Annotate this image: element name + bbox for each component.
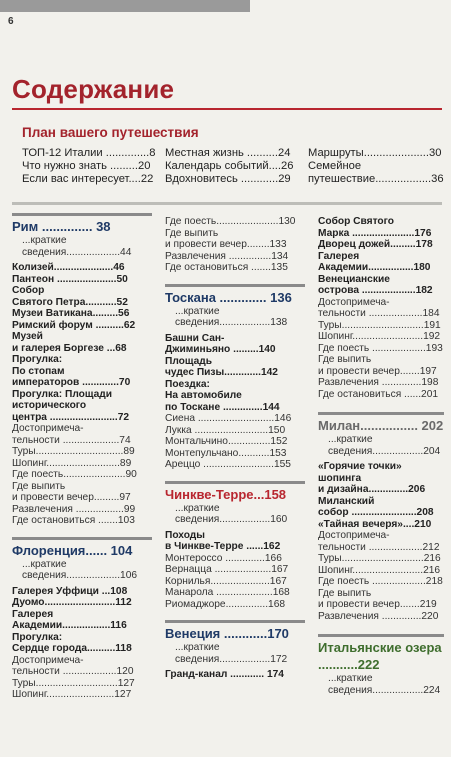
toc-highlight-entry[interactable]: Святого Петра...........52 [12, 296, 128, 308]
plan-entry[interactable]: путешествие..................36 [308, 173, 444, 185]
toc-column-3 [318, 213, 444, 706]
toc-highlight-entry[interactable]: Римский форум ..........62 [12, 319, 136, 331]
section-tuscany [165, 284, 305, 471]
toc-entry[interactable]: Шопинг........................127 [12, 689, 132, 700]
toc-highlight-entry[interactable]: Башни Сан- [165, 332, 225, 344]
section-rome-continued [165, 216, 305, 274]
toc-highlight-entry[interactable]: острова ...................182 [318, 285, 433, 296]
plan-column-3 [308, 147, 444, 186]
toc-entry[interactable]: Где остановиться .......135 [165, 262, 288, 273]
section-heading-cinque-terre[interactable]: Чинкве-Терре...158 [165, 481, 305, 503]
toc-entry[interactable]: Манарола ....................168 [165, 587, 290, 598]
toc-entry[interactable]: Где поесть......................90 [12, 469, 137, 480]
toc-entry[interactable]: сведения...................106 [22, 570, 138, 581]
toc-entry[interactable]: Ареццо .........................155 [165, 459, 291, 470]
plan-section-title: План вашего путешествия [22, 125, 199, 140]
toc-entry[interactable]: тельности ...................120 [12, 666, 134, 677]
section-florence [12, 537, 152, 701]
plan-entry[interactable]: Вдохновитесь ............29 [165, 173, 291, 185]
toc-entry[interactable]: Развлечения .................99 [12, 503, 136, 515]
toc-highlight-entry[interactable]: Марка ......................176 [318, 227, 432, 239]
section-venice-continued [318, 216, 444, 400]
toc-entry[interactable]: Шопинг.........................192 [318, 331, 441, 342]
toc-highlight-entry[interactable]: Галерея [12, 608, 54, 620]
toc-highlight-entry[interactable]: императоров .............70 [12, 377, 131, 388]
toc-entry[interactable]: сведения..................172 [175, 653, 288, 665]
toc-highlight-entry[interactable]: «Тайная вечеря»....210 [318, 518, 432, 530]
section-heading-milan[interactable]: Милан................ 202 [318, 412, 444, 434]
toc-highlight-entry[interactable]: Академии.................116 [12, 620, 127, 631]
toc-entry[interactable]: Достопримеча- [318, 296, 390, 308]
toc-entry[interactable]: тельности ...................184 [318, 308, 440, 319]
toc-column-1 [12, 213, 152, 711]
toc-entry[interactable]: Развлечения ..............198 [318, 377, 439, 388]
toc-highlight-entry[interactable]: Собор [12, 285, 45, 296]
toc-highlight-entry[interactable]: На автомобиле [165, 390, 242, 401]
toc-highlight-entry[interactable]: Галерея Уффици ...108 [12, 585, 128, 597]
toc-highlight-entry[interactable]: центра ........................72 [12, 411, 130, 423]
toc-entry[interactable]: Где выпить [165, 227, 219, 239]
toc-highlight-entry[interactable]: Собор Святого [318, 216, 394, 227]
toc-entry[interactable]: тельности ....................74 [12, 434, 131, 446]
toc-entry[interactable]: Достопримеча- [12, 654, 84, 666]
page-title: Содержание [12, 74, 175, 104]
plan-entry[interactable]: Если вас интересует....22 [22, 173, 154, 185]
toc-highlight-entry[interactable]: в Чинкве-Терре ......162 [165, 541, 281, 552]
toc-highlight-entry[interactable]: шопинга [318, 472, 362, 484]
toc-highlight-entry[interactable]: По стопам [12, 365, 65, 377]
toc-entry[interactable]: Достопримеча- [12, 423, 84, 434]
section-heading-venice[interactable]: Венеция ............170 [165, 620, 305, 642]
toc-entry[interactable]: ...краткие [175, 502, 220, 514]
top-bar [0, 0, 250, 12]
toc-entry[interactable]: Развлечения ...............134 [165, 250, 289, 262]
toc-entry[interactable]: Монтепульчано...........153 [165, 447, 287, 459]
toc-column-2 [165, 213, 305, 691]
toc-highlight-entry[interactable]: чудес Пизы.............142 [165, 367, 278, 378]
toc-entry[interactable]: Где поесть ...................218 [318, 576, 443, 587]
toc-entry[interactable]: Монтальчино...............152 [165, 436, 288, 447]
toc-highlight-entry[interactable]: по Тоскане ..............144 [165, 401, 280, 413]
toc-highlight-entry[interactable]: Академии................180 [318, 262, 431, 273]
toc-entry[interactable]: сведения...................44 [22, 246, 132, 258]
toc-entry[interactable]: сведения..................224 [328, 684, 441, 696]
toc-entry[interactable]: сведения..................204 [328, 445, 441, 457]
toc-entry[interactable]: Где остановиться ......201 [318, 388, 439, 400]
toc-entry[interactable]: и провести вечер.......197 [318, 365, 437, 377]
toc-entry[interactable]: Туры.............................216 [318, 553, 441, 564]
toc-entry[interactable]: Лукка ..........................150 [165, 424, 286, 436]
toc-highlight-entry[interactable]: собор .......................208 [318, 507, 434, 518]
section-heading-florence[interactable]: Флоренция...... 104 [12, 537, 152, 559]
toc-entry[interactable]: ...краткие [22, 235, 67, 246]
toc-entry[interactable]: и провести вечер.......219 [318, 599, 437, 610]
toc-entry[interactable]: Достопримеча- [318, 530, 390, 541]
section-venice [165, 620, 305, 681]
toc-entry[interactable]: Развлечения ..............220 [318, 610, 439, 622]
section-heading-italian-lakes[interactable]: Итальянские озера ...........222 [318, 634, 444, 673]
toc-highlight-entry[interactable]: Прогулка: Площади [12, 388, 112, 400]
plan-entry[interactable]: Что нужно знать .........20 [22, 160, 151, 172]
plan-entry[interactable]: Маршруты.....................30 [308, 147, 442, 159]
section-cinque-terre [165, 481, 305, 611]
plan-entry[interactable]: ТОП-12 Италии ..............8 [22, 147, 156, 159]
toc-entry[interactable]: Туры.............................127 [12, 677, 135, 689]
toc-highlight-entry[interactable]: Джиминьяно .........140 [165, 344, 276, 355]
toc-entry[interactable]: Туры...............................89 [12, 446, 135, 457]
toc-entry[interactable]: ...краткие [328, 434, 373, 445]
plan-entry[interactable]: Семейное [308, 160, 362, 172]
toc-entry[interactable]: ...краткие [175, 642, 220, 653]
toc-highlight-entry[interactable]: Колизей.....................46 [12, 262, 125, 273]
section-rome [12, 213, 152, 527]
toc-entry[interactable]: тельности ...................212 [318, 541, 440, 553]
section-heading-rome[interactable]: Рим .............. 38 [12, 213, 152, 235]
toc-entry[interactable]: Шопинг..........................89 [12, 457, 132, 469]
toc-entry[interactable]: сведения..................138 [175, 317, 288, 328]
toc-highlight-entry[interactable]: Дуомо.........................112 [12, 597, 132, 608]
toc-entry[interactable]: и провести вечер........133 [165, 239, 287, 250]
toc-highlight-entry[interactable]: Галерея [318, 250, 360, 262]
toc-highlight-entry[interactable]: Пантеон .....................50 [12, 273, 128, 285]
toc-highlight-entry[interactable]: Площадь [165, 355, 212, 367]
page-number: 6 [8, 16, 14, 27]
toc-highlight-entry[interactable]: и галерея Боргезе ...68 [12, 342, 127, 354]
toc-highlight-entry[interactable]: «Горячие точки» [318, 461, 402, 472]
toc-highlight-entry[interactable]: и дизайна..............206 [318, 484, 426, 495]
toc-highlight-entry[interactable]: исторического [12, 400, 87, 411]
section-italian-lakes [318, 634, 444, 696]
plan-entry[interactable]: Календарь событий....26 [165, 160, 294, 172]
toc-entry[interactable]: Вернацца ....................167 [165, 564, 289, 575]
toc-entry[interactable]: Туры.............................191 [318, 319, 441, 331]
toc-entry[interactable]: и провести вечер.........97 [12, 492, 131, 503]
toc-highlight-entry[interactable]: Музеи Ватикана.........56 [12, 308, 130, 319]
section-heading-tuscany[interactable]: Тоскана ............. 136 [165, 284, 305, 306]
toc-highlight-entry[interactable]: Дворец дожей.........178 [318, 239, 433, 250]
toc-entry[interactable]: ...краткие [328, 673, 373, 684]
toc-highlight-entry[interactable]: Прогулка: [12, 354, 63, 365]
toc-entry[interactable]: Где остановиться .......103 [12, 515, 135, 526]
toc-entry[interactable]: Где выпить [318, 354, 372, 365]
toc-highlight-entry[interactable]: Гранд-канал ............ 174 [165, 669, 284, 680]
toc-entry[interactable]: Где выпить [318, 587, 372, 599]
toc-highlight-entry[interactable]: Поездка: [165, 378, 210, 390]
toc-entry[interactable]: Корнилья.....................167 [165, 575, 287, 587]
toc-highlight-entry[interactable]: Венецианские [318, 273, 390, 285]
toc-entry[interactable]: Где поесть ...................193 [318, 342, 443, 354]
toc-entry[interactable]: Монтероссо ..............166 [165, 552, 282, 564]
toc-entry[interactable]: Шопинг.........................216 [318, 564, 441, 576]
section-milan [318, 412, 444, 622]
toc-entry[interactable]: ...краткие [22, 558, 67, 570]
toc-entry[interactable]: Где поесть......................130 [165, 216, 296, 227]
plan-column-2 [165, 147, 293, 186]
plan-column-1 [22, 147, 156, 186]
toc-entry[interactable]: Сиена ...........................146 [165, 413, 292, 424]
title-underline [12, 108, 442, 110]
toc-entry[interactable]: Где выпить [12, 480, 66, 492]
toc-entry[interactable]: сведения..................160 [175, 514, 288, 525]
toc-entry[interactable]: Риомаджоре...............168 [165, 598, 286, 610]
toc-entry[interactable]: ...краткие [175, 305, 220, 317]
toc-highlight-entry[interactable]: Музей [12, 331, 43, 342]
toc-highlight-entry[interactable]: Прогулка: [12, 631, 63, 643]
toc-highlight-entry[interactable]: Миланский [318, 495, 375, 507]
plan-divider [12, 202, 442, 205]
toc-highlight-entry[interactable]: Сердце города..........118 [12, 643, 132, 654]
plan-entry[interactable]: Местная жизнь ..........24 [165, 147, 291, 159]
toc-highlight-entry[interactable]: Походы [165, 529, 205, 541]
